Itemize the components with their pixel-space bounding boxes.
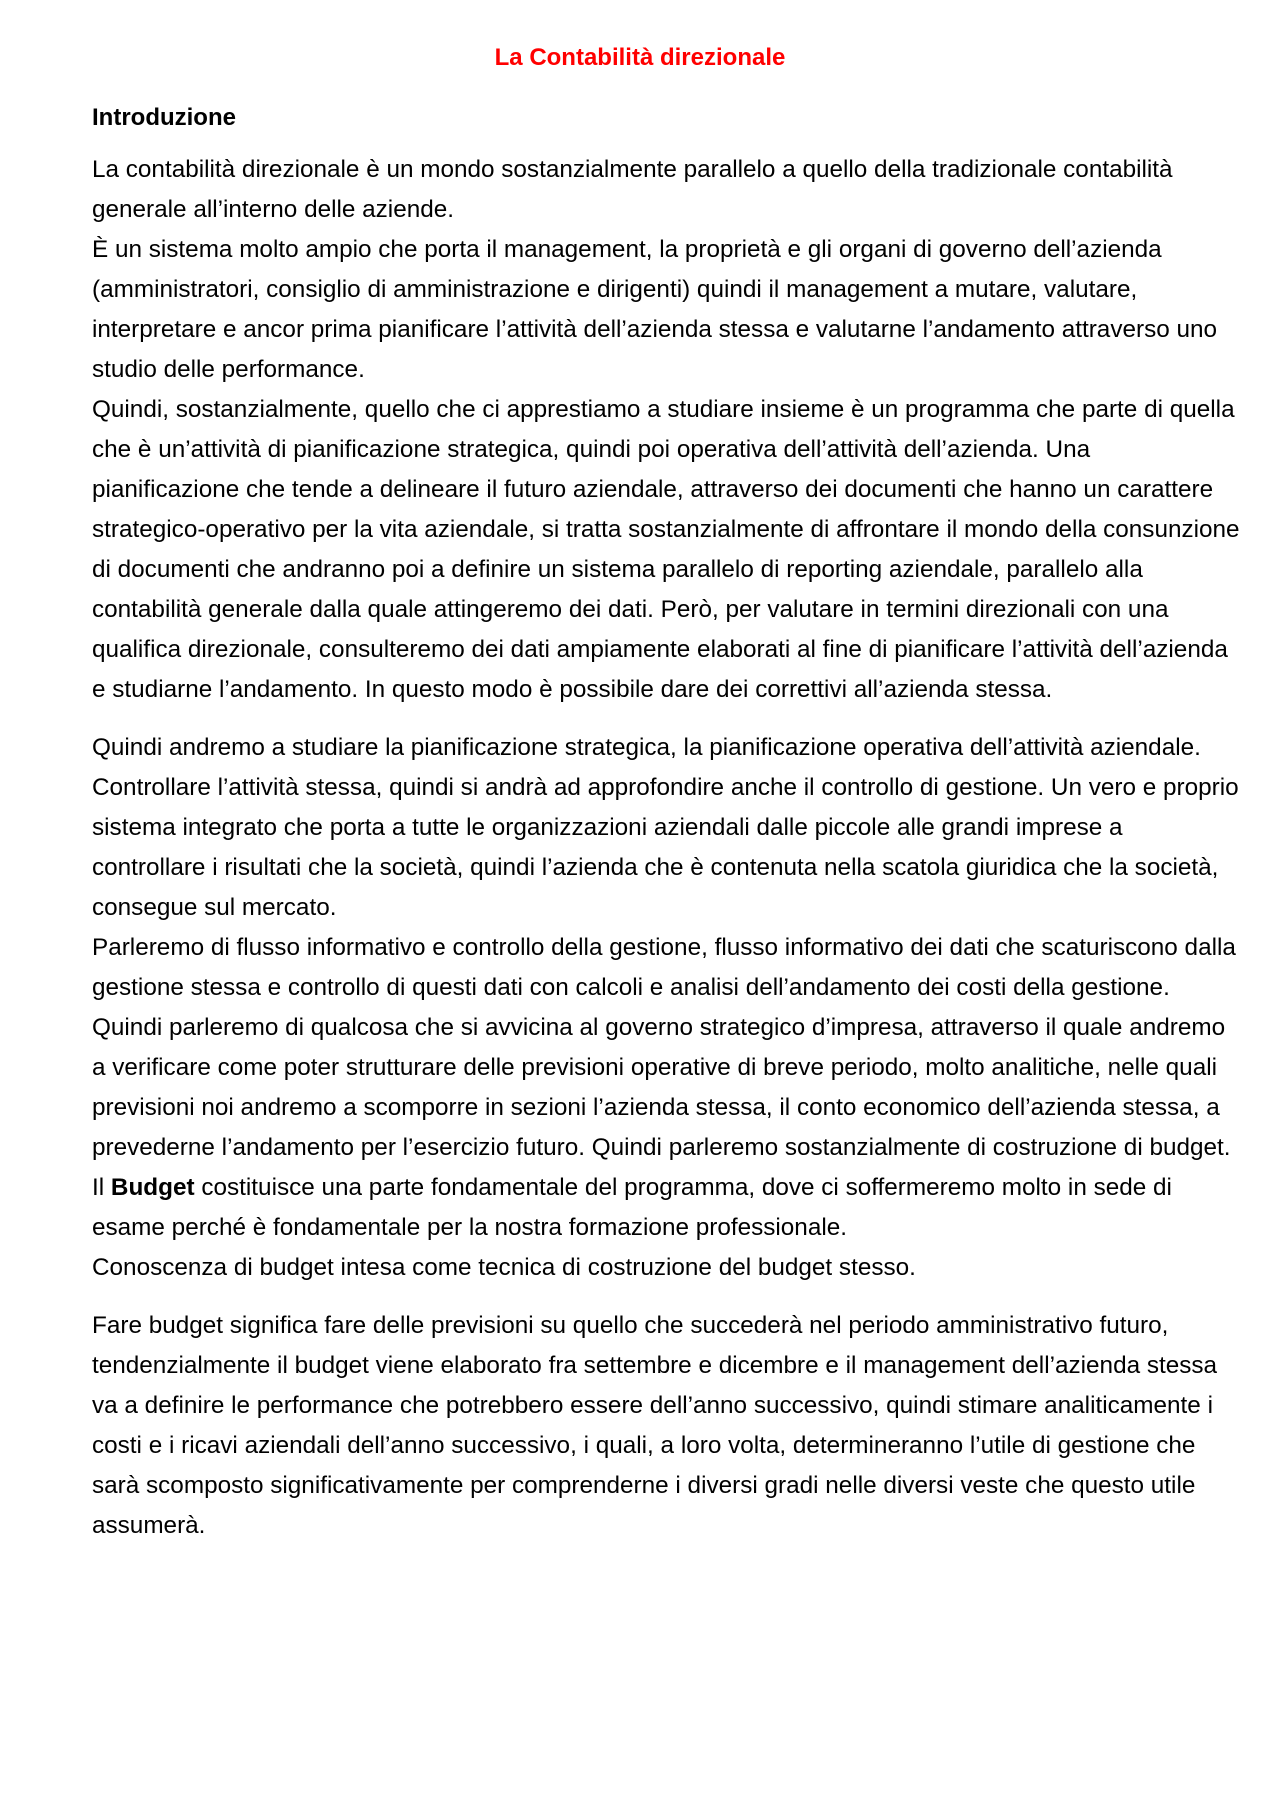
paragraph-sentence: Quindi andremo a studiare la pianificazione strategica, la pianificazione operativa dell’attività aziendale.: [92, 734, 1201, 761]
paragraph-sentence: È un sistema molto ampio che porta il management, la proprietà e gli organi di governo dell’azienda (amministratori, consiglio di amministrazione e dirigenti) quindi il management a mutare, valutare, interpretare e ancor prima pianificare l’attività dell’azienda stessa e valutarne l’andamento attraverso uno studio delle performance.: [92, 236, 1218, 383]
budget-sentence: [92, 1168, 1242, 1248]
paragraph-budget: Fare budget significa fare delle previsioni su quello che succederà nel periodo amministrativo futuro, tendenzialmente il budget viene elaborato fra settembre e dicembre e il management dell’azienda stessa va a definire le performance che potrebbero essere dell’anno successivo, quindi stimare analiticamente i costi e i ricavi aziendali dell’anno successivo, i quali, a loro volta, determineranno l’utile di gestione che sarà scomposto significativamente per comprenderne i diversi gradi nelle diversi veste che questo utile assumerà.: [92, 1312, 1218, 1539]
document-body: [92, 100, 1242, 1564]
paragraph-sentence: Parleremo di flusso informativo e controllo della gestione, flusso informativo dei dati che scaturiscono dalla gestione stessa e controllo di questi dati con calcoli e analisi dell’andamento dei costi della gestione.: [92, 934, 1236, 1001]
document-title: La Contabilità direzionale: [494, 44, 786, 71]
paragraph-sentence: Conoscenza di budget intesa come tecnica di costruzione del budget stesso.: [92, 1254, 916, 1281]
section-heading: Introduzione: [92, 104, 236, 131]
paragraph-sentence: Quindi parleremo di qualcosa che si avvicina al governo strategico d’impresa, attraverso il quale andremo a verificare come poter strutturare delle previsioni operative di breve periodo, molto analitiche, nelle quali previsioni noi andremo a scomporre in sezioni l’azienda stessa, il conto economico dell’azienda stessa, a prevederne l’andamento per l’esercizio futuro. Quindi parleremo sostanzialmente di costruzione di budget.: [92, 1014, 1231, 1161]
budget-prefix: Il: [92, 1174, 111, 1201]
budget-suffix: costituisce una parte fondamentale del programma, dove ci soffermeremo molto in sede di esame perché è fondamentale per la nostra formazione professionale.: [92, 1174, 1172, 1241]
paragraph-sentence: La contabilità direzionale è un mondo sostanzialmente parallelo a quello della tradizionale contabilità generale all’interno delle aziende.: [92, 156, 1173, 223]
paragraph-program: [92, 728, 1242, 1288]
paragraph-sentence: Controllare l’attività stessa, quindi si andrà ad approfondire anche il controllo di gestione. Un vero e proprio sistema integrato che porta a tutte le organizzazioni aziendali dalle piccole alle grandi imprese a controllare i risultati che la società, quindi l’azienda che è contenuta nella scatola giuridica che la società, consegue sul mercato.: [92, 774, 1239, 921]
paragraph-introduction: [92, 150, 1242, 710]
paragraph-sentence: Quindi, sostanzialmente, quello che ci apprestiamo a studiare insieme è un programma che parte di quella che è un’attività di pianificazione strategica, quindi poi operativa dell’attività dell’azienda. Una pianificazione che tende a delineare il futuro aziendale, attraverso dei documenti che hanno un carattere strategico-operativo per la vita aziendale, si tratta sostanzialmente di affrontare il mondo della consunzione di documenti che andranno poi a definire un sistema parallelo di reporting aziendale, parallelo alla contabilità generale dalla quale attingeremo dei dati. Però, per valutare in termini direzionali con una qualifica direzionale, consulteremo dei dati ampiamente elaborati al fine di pianificare l’attività dell’azienda e studiarne l’andamento. In questo modo è possibile dare dei correttivi all’azienda stessa.: [92, 396, 1240, 703]
budget-keyword: Budget: [110, 1174, 195, 1201]
